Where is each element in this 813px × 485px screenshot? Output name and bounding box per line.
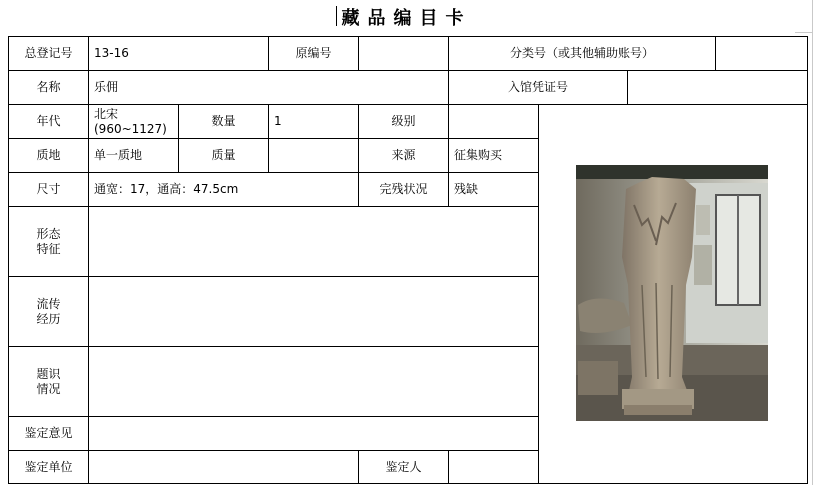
quantity-value[interactable]: 1	[268, 104, 359, 139]
form-label-line1: 形态	[36, 226, 61, 241]
grade-label: 级别	[358, 104, 449, 139]
class-no-label: 分类号（或其他辅助账号）	[448, 36, 716, 71]
size-label: 尺寸	[8, 172, 89, 207]
grade-value[interactable]	[448, 104, 539, 139]
opinion-label: 鉴定意见	[8, 416, 89, 451]
card-title: 藏品编目卡	[341, 8, 472, 29]
mass-label: 质量	[178, 138, 269, 173]
condition-value[interactable]: 残缺	[448, 172, 539, 207]
inscription-label-line2: 情况	[36, 381, 61, 396]
entry-cert-label: 入馆凭证号	[448, 70, 628, 105]
history-label	[8, 276, 89, 347]
condition-label: 完残状况	[358, 172, 449, 207]
total-reg-label: 总登记号	[8, 36, 89, 71]
size-value[interactable]: 通宽：17，通高：47.5cm	[88, 172, 359, 207]
artifact-photo-icon	[576, 165, 768, 421]
source-value[interactable]: 征集购买	[448, 138, 539, 173]
inscription-value[interactable]	[88, 346, 539, 417]
total-reg-value[interactable]: 13-16	[88, 36, 269, 71]
margin-guide	[795, 32, 813, 33]
appraiser-label: 鉴定人	[358, 450, 449, 484]
history-label-line1: 流传	[36, 296, 61, 311]
mass-value[interactable]	[268, 138, 359, 173]
name-value[interactable]: 乐佣	[88, 70, 449, 105]
class-no-value[interactable]	[715, 36, 808, 71]
source-label: 来源	[358, 138, 449, 173]
history-value[interactable]	[88, 276, 539, 347]
inscription-label-line1: 题识	[36, 366, 61, 381]
opinion-value[interactable]	[88, 416, 539, 451]
orig-no-value[interactable]	[358, 36, 449, 71]
era-dynasty: 北宋	[94, 106, 119, 121]
orig-no-label: 原编号	[268, 36, 359, 71]
material-label: 质地	[8, 138, 89, 173]
material-value[interactable]: 单一质地	[88, 138, 179, 173]
form-value[interactable]	[88, 206, 539, 277]
artifact-photo	[576, 165, 768, 421]
era-label: 年代	[8, 104, 89, 139]
era-value[interactable]	[88, 104, 179, 139]
era-years: (960~1127)	[94, 121, 167, 136]
text-cursor	[336, 6, 337, 26]
entry-cert-value[interactable]	[627, 70, 808, 105]
history-label-line2: 经历	[36, 311, 61, 326]
form-label	[8, 206, 89, 277]
unit-value[interactable]	[88, 450, 359, 484]
appraiser-value[interactable]	[448, 450, 539, 484]
form-label-line2: 特征	[36, 241, 61, 256]
inscription-label	[8, 346, 89, 417]
unit-label: 鉴定单位	[8, 450, 89, 484]
quantity-label: 数量	[178, 104, 269, 139]
name-label: 名称	[8, 70, 89, 105]
